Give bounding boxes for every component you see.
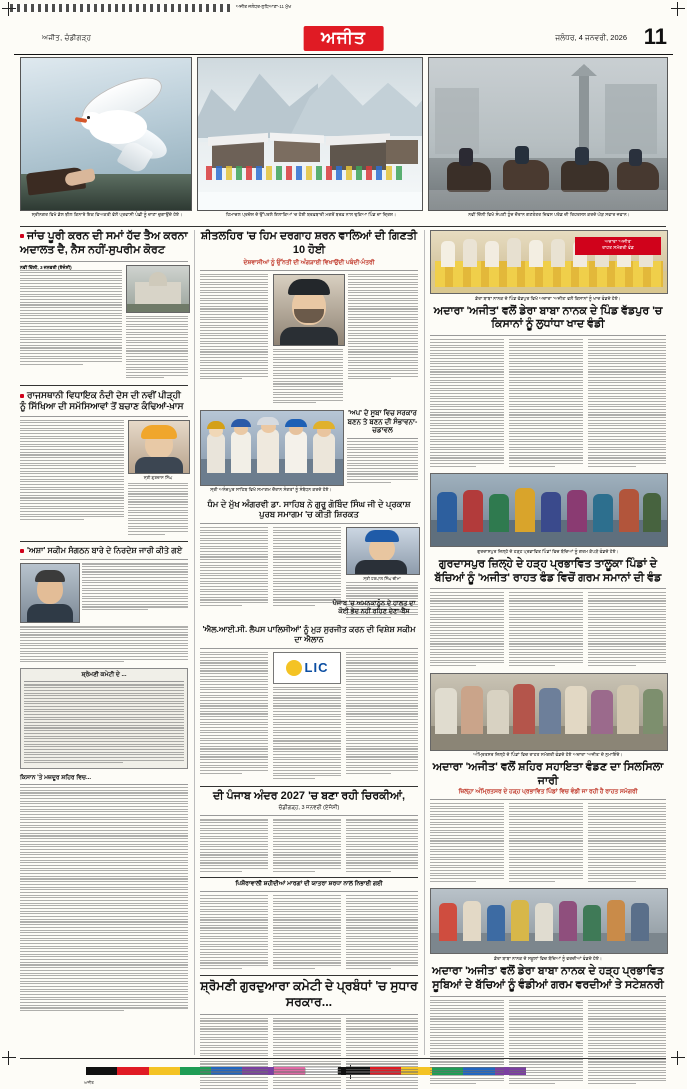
article-17-headline: ਪਿਸ਼ੌਰਾਵਾਲੀ ਸ਼ਹੀਦੀਆਂ ਮਾਰਗਾਂ ਦੀ ਯਾਤਰਾ ਸ਼ਰਧਾ ਨਾਲ ਨਿਭਾਈ ਗਈ xyxy=(235,881,383,888)
article-2-side-body xyxy=(128,483,188,535)
politician-portrait-3 xyxy=(346,527,420,575)
article-14-body-col3 xyxy=(588,1000,666,1084)
article-8-headline: ਦੀ ਪੰਜਾਬ ਅੰਦਰ 2027 'ਚ ਬਣਾ ਰਹੀ ਚਿਰਕੀਆਂ, xyxy=(212,789,406,802)
article-17-body-col3 xyxy=(346,895,418,969)
article-7-body-col1 xyxy=(200,652,268,774)
article-12-body-col3 xyxy=(588,592,666,666)
snow-village-photo xyxy=(197,57,423,211)
article-4-body-col1 xyxy=(200,274,268,380)
article-8-body-col3 xyxy=(346,819,418,871)
article-1-headline: ਜਾਂਚ ਪੂਰੀ ਕਰਨ ਦੀ ਸਮਾਂ ਹੱਦ ਤੈਅ ਕਰਨਾ ਅਦਾਲਤ ਦੈ, ਨੈਸ ਨਹੀਂ-ਸੁਪਰੀਮ ਕੋਰਟ xyxy=(20,230,188,256)
article-13-body-col1 xyxy=(430,803,504,882)
article-6-headline: 'ਅਪ' ਦੇ ਸੂਬਾ ਵਿਚ ਸਰਕਾਰ ਬਣਨ ਤੇ ਬਣਨ ਦੀ ਸੰਭਾਵਨਾ-ਚਡਾਵਲ xyxy=(347,409,418,435)
article-8-body-col1 xyxy=(200,819,268,871)
sidebar-box-1-title: ਸ਼੍ਰੋਮਣੀ ਕਮੇਟੀ ਦੇ ... xyxy=(81,672,127,679)
article-11-body-col2 xyxy=(509,339,583,466)
article-12-body-col1 xyxy=(430,592,504,666)
article-5-body-col1 xyxy=(200,527,268,606)
politician-portrait-1 xyxy=(128,420,190,474)
article-9-body-col3 xyxy=(346,1018,418,1089)
article-9-body-col2 xyxy=(273,1018,341,1089)
seagull-photo-caption: ਸ੍ਰੀਨਗਰ ਵਿਖੇ ਡੱਲ ਝੀਲ ਕਿਨਾਰੇ ਇਕ ਵਿਅਕਤੀ ਵੱਲੋਂ ਪ੍ਰਵਾਸੀ ਪੰਛੀ ਨੂੰ ਦਾਣਾ ਚੁਗਾਉਂਦੇ ਹੋਏ। xyxy=(31,211,183,217)
snow-village-photo-caption: ਹਿਮਾਚਲ ਪ੍ਰਦੇਸ਼ ਦੇ ਉੱਪਰਲੇ ਇਲਾਕਿਆਂ 'ਚ ਹੋਈ ਬਰਫ਼ਬਾਰੀ ਮਗਰੋਂ ਬਰਫ਼ ਨਾਲ ਢਕਿਆ ਪਿੰਡ ਦਾ ਦ੍ਰਿਸ਼। xyxy=(225,211,397,217)
article-7-body-col2 xyxy=(273,687,341,779)
article-3-body-cont xyxy=(20,626,188,662)
article-5-headline: ਧੰਮ ਦੇ ਮੁੱਖ ਅੰਗਰਵੀ ਡਾ. ਸਾਹਿਬ ਨੇ ਗੁਰੂ ਗੋਬਿੰਦ ਸਿੰਘ ਜੀ ਦੇ ਪ੍ਰਕਾਸ਼ ਪੁਰਬ ਸਮਾਗਮ 'ਚ ਕੀਤੀ ਸ਼ਿਰਕਤ xyxy=(207,498,411,520)
article-10-block xyxy=(330,600,418,616)
right-column xyxy=(430,230,666,1086)
article-11-body-col1 xyxy=(430,339,504,466)
ajit-relief-photo-3 xyxy=(430,673,668,751)
article-9-body-col1 xyxy=(200,1018,268,1089)
article-3-headline: 'ਅਸ਼ਾ' ਸਕੀਮ ਸੰਗਠਨ ਬਾਰੇ ਦੇ ਨਿਰਦੇਸ਼ ਜਾਰੀ ਕੀਤੇ ਗਏ xyxy=(20,546,188,556)
crop-mark-top-left xyxy=(2,2,16,16)
article-14-body-col1 xyxy=(430,1000,504,1084)
politician-portrait-2 xyxy=(20,563,80,623)
crop-mark-bottom-left xyxy=(2,1051,16,1065)
registration-text: ਅਜੀਤ ਜਲੰਧਰ-ਲੁਧਿਆਣਾ-11 ਮੁੱਖ xyxy=(236,4,292,9)
sidebar-box-1-body xyxy=(24,684,184,763)
article-8-byline: ਚੰਡੀਗੜ੍ਹ, 3 ਜਨਵਰੀ (ਏਜੰਸੀ) xyxy=(278,805,340,812)
article-14-body-col2 xyxy=(509,1000,583,1084)
ajit-relief-photo-3-caption: ਅੰਮ੍ਰਿਤਸਰ ਜ਼ਿਲ੍ਹੇ ਦੇ ਪਿੰਡਾਂ ਵਿਚ ਰਾਹਤ ਸਮੱਗਰੀ ਵੰਡਦੇ ਹੋਏ ਅਦਾਰਾ 'ਅਜੀਤ' ਦੇ ਨੁਮਾਇੰਦੇ। xyxy=(473,752,623,758)
masthead xyxy=(14,24,673,55)
article-17-body-col1 xyxy=(200,895,268,969)
article-17-body-col2 xyxy=(273,895,341,969)
religious-leader-photo xyxy=(273,274,345,346)
article-2-photo-caption: ਸ੍ਰੀ ਗੁਰਦਾਸ ਸਿੰਘ xyxy=(143,475,173,480)
lic-logo xyxy=(273,652,341,684)
horse-patrol-photo xyxy=(428,57,668,211)
ajit-relief-photo-1-caption: ਡੇਰਾ ਬਾਬਾ ਨਾਨਕ ਦੇ ਪਿੰਡ ਵੱਡਪੁਰ ਵਿਖੇ ਅਦਾਰਾ 'ਅਜੀਤ' ਵਲੋਂ ਕਿਸਾਨਾਂ ਨੂੰ ਖਾਦ ਵੰਡਦੇ ਹੋਏ। xyxy=(475,295,621,301)
article-4-body-col2 xyxy=(273,349,343,404)
article-16-headline: ਕਿਸਾਨ 'ਤੇ ਮਜ਼ਦੂਰ ਸ਼ਹਿਰ ਵਿਚ... xyxy=(20,775,92,782)
ajit-relief-photo-2-caption: ਗੁਰਦਾਸਪੁਰ ਜ਼ਿਲ੍ਹੇ ਦੇ ਹੜ੍ਹ ਪ੍ਰਭਾਵਿਤ ਪਿੰਡਾਂ ਵਿਚ ਬੱਚਿਆਂ ਨੂੰ ਗਰਮ ਕੱਪੜੇ ਵੰਡਦੇ ਹੋਏ। xyxy=(477,548,619,554)
registration-strip xyxy=(10,4,230,12)
event-group-photo xyxy=(200,410,344,486)
article-14-headline: ਅਦਾਰਾ 'ਅਜੀਤ' ਵਲੋਂ ਡੇਰਾ ਬਾਬਾ ਨਾਨਕ ਦੇ ਹੜ੍ਹ ਪ੍ਰਭਾਵਿਤ ਸੂਬਿਆਂ ਦੇ ਬੱਚਿਆਂ ਨੂੰ ਵੰਡੀਆਂ ਗਰਮ ਵਰਦੀਆਂ ਤੇ ਸਟੇਸ਼ਨਰੀ xyxy=(432,965,664,991)
article-2-headline: ਰਾਜਸਥਾਨੀ ਵਿਧਾਇਕ ਨੰਦੀ ਦੇਸ ਦੀ ਨਵੀਂ ਪੀੜ੍ਹੀ ਨੂੰ ਸਿੱਖਿਆ ਦੀ ਸਮੱਸਿਆਵਾਂ ਤੋਂ ਬਚਾਣ ਕੰਢਿਆਂ-ਖ਼ਾਸ xyxy=(20,390,188,413)
ajit-relief-photo-4 xyxy=(430,888,668,954)
article-8-body-col2 xyxy=(273,819,341,871)
left-column xyxy=(20,230,188,1013)
ajit-relief-photo-4-caption: ਡੇਰਾ ਬਾਬਾ ਨਾਨਕ ਦੇ ਸਕੂਲਾਂ ਵਿਚ ਬੱਚਿਆਂ ਨੂੰ ਵਰਦੀਆਂ ਵੰਡਦੇ ਹੋਏ। xyxy=(493,955,603,961)
article-16-body xyxy=(20,787,188,1011)
article-13-headline: ਅਦਾਰਾ 'ਅਜੀਤ' ਵਲੋਂ ਸ਼ਹਿਰ ਸਹਾਇਤਾ ਵੰਡਣ ਦਾ ਸਿਲਸਿਲਾ ਜਾਰੀ xyxy=(432,761,664,788)
article-4-headline: ਸ਼ੀਤਲਹਿਰ 'ਚ ਹਿਮ ਦਰਗਾਹ ਸ਼ਰਨ ਵਾਲਿਆਂ ਦੀ ਗਿਣਤੀ 10 ਹੋਈ xyxy=(200,230,418,256)
crop-mark-bottom-right xyxy=(671,1051,685,1065)
page-number: 11 xyxy=(643,24,667,49)
article-7-body-col3 xyxy=(346,652,418,774)
article-2-body xyxy=(20,420,124,521)
article-12-headline: ਗੁਰਦਾਸਪੁਰ ਜ਼ਿਲ੍ਹੇ ਦੇ ਹੜ੍ਹ ਪ੍ਰਭਾਵਿਤ ਤਾਲੂਕਾ ਪਿੰਡਾਂ ਦੇ ਬੱਚਿਆਂ ਨੂੰ 'ਅਜੀਤ' ਰਾਹਤ ਫੰਡ ਵਿਚੋਂ ਗਰਮ ਸਮਾਨਾਂ ਦੀ ਵੰਡ xyxy=(434,557,662,584)
article-1-side-body xyxy=(126,316,188,379)
edition-label: ਅਜੀਤ, ਚੰਡੀਗੜ੍ਹ xyxy=(42,35,92,42)
relief-banner-text: ਅਦਾਰਾ 'ਅਜੀਤ' ਰਾਹਤ ਸਮੱਗਰੀ ਵੰਡ xyxy=(575,237,661,255)
article-13-body-col3 xyxy=(588,803,666,882)
sidebar-box-1 xyxy=(20,668,188,769)
article-4-body-col3 xyxy=(348,274,418,380)
article-13-subhead: ਜ਼ਿਲ੍ਹਾ ਅੰਮ੍ਰਿਤਸਰ ਦੇ ਹੜ੍ਹ ਪ੍ਰਭਾਵਿਤ ਪਿੰਡਾਂ ਵਿਚ ਵੰਡੀ ਜਾ ਰਹੀ ਹੈ ਰਾਹਤ ਸਮੱਗਰੀ xyxy=(458,788,638,795)
lic-logo-text: LIC xyxy=(304,660,329,676)
article-10-headline: ਪੰਜਾਬ 'ਚ ਅਮਨਕਾਨੂੰਨ ਦੇ ਹਾਲਤ ਦਾ ਕੋਈ ਭੇਦ ਨਹੀਂ ਰਹਿਣ ਦੇਣਾ-ਬੈਂਸ xyxy=(332,600,416,615)
article-1-body xyxy=(20,270,122,365)
article-7-headline: 'ਐਲ.ਆਈ.ਸੀ. ਲੈਪਸ ਪਾਲਿਸੀਆਂ' ਨੂੰ ਮੁੜ ਸੁਰਜੀਤ ਕਰਨ ਦੀ ਵਿਸ਼ੇਸ਼ ਸਕੀਮ ਦਾ ਐਲਾਨ xyxy=(202,624,416,644)
footer-imprint: ਅਜੀਤ xyxy=(84,1080,94,1085)
ajit-relief-photo-2 xyxy=(430,473,668,547)
article-3-body xyxy=(82,563,188,610)
article-11-headline: ਅਦਾਰਾ 'ਅਜੀਤ' ਵਲੋਂ ਡੇਰਾ ਬਾਬਾ ਨਾਨਕ ਦੇ ਪਿੰਡ ਵੱਡਪੁਰ 'ਚ ਕਿਸਾਨਾਂ ਨੂੰ ਲੁਧਾਂਧਾ ਖਾਦ ਵੰਡੀ xyxy=(433,304,663,331)
article-12-body-col2 xyxy=(509,592,583,666)
article-5-body-col2 xyxy=(273,527,341,606)
article-11-body-col3 xyxy=(588,339,666,466)
date-label: ਜਲੰਧਰ, 4 ਜਨਵਰੀ, 2026 xyxy=(555,33,627,42)
article-6-photo-caption: ਸ੍ਰੀ ਹਰਪਾਲ ਸਿੰਘ ਚੀਮਾ xyxy=(363,576,401,582)
article-6-body xyxy=(347,441,418,482)
horse-patrol-photo-caption: ਨਵੀਂ ਦਿੱਲੀ ਵਿਖੇ ਸੰਘਣੀ ਧੁੰਦ ਦੌਰਾਨ ਗਣਤੰਤਰ ਦਿਵਸ ਪਰੇਡ ਦੀ ਰਿਹਰਸਲ ਕਰਦੇ ਘੋੜ ਸਵਾਰ ਜਵਾਨ। xyxy=(468,211,630,217)
event-group-photo-caption: ਸ੍ਰੀ ਅਨੰਦਪੁਰ ਸਾਹਿਬ ਵਿਖੇ ਸਮਾਗਮ ਦੌਰਾਨ ਸੰਗਤਾਂ ਨੂੰ ਸੰਬੋਧਨ ਕਰਦੇ ਹੋਏ। xyxy=(210,487,332,493)
article-9-headline: ਸ਼੍ਰੋਮਣੀ ਗੁਰਦੁਆਰਾ ਕਮੇਟੀ ਦੇ ਪ੍ਰਬੰਧਾਂ 'ਚ ਸੁਧਾਰ ਸਰਕਾਰ... xyxy=(200,979,418,1010)
supreme-court-photo xyxy=(126,265,190,313)
middle-column xyxy=(200,230,418,1089)
article-13-body-col2 xyxy=(509,803,583,882)
crop-mark-top-right xyxy=(671,2,685,16)
article-4-subhead: ਦੇਸ਼ਵਾਸੀਆਂ ਨੂੰ ਉੱਨਤੀ ਦੀ ਅੰਗੜਾਈ ਵਿਖਾਉਂਦੀ ਪਬੰਦੀ-ਮੰਤਰੀ xyxy=(243,259,375,266)
seagull-photo xyxy=(20,57,192,211)
article-1-dateline: ਨਵੀਂ ਦਿੱਲੀ, 3 ਜਨਵਰੀ (ਏਜੰਸੀ) xyxy=(20,264,72,270)
ajit-relief-photo-1 xyxy=(430,230,668,294)
newspaper-logo: ਅਜੀਤ xyxy=(303,26,384,51)
